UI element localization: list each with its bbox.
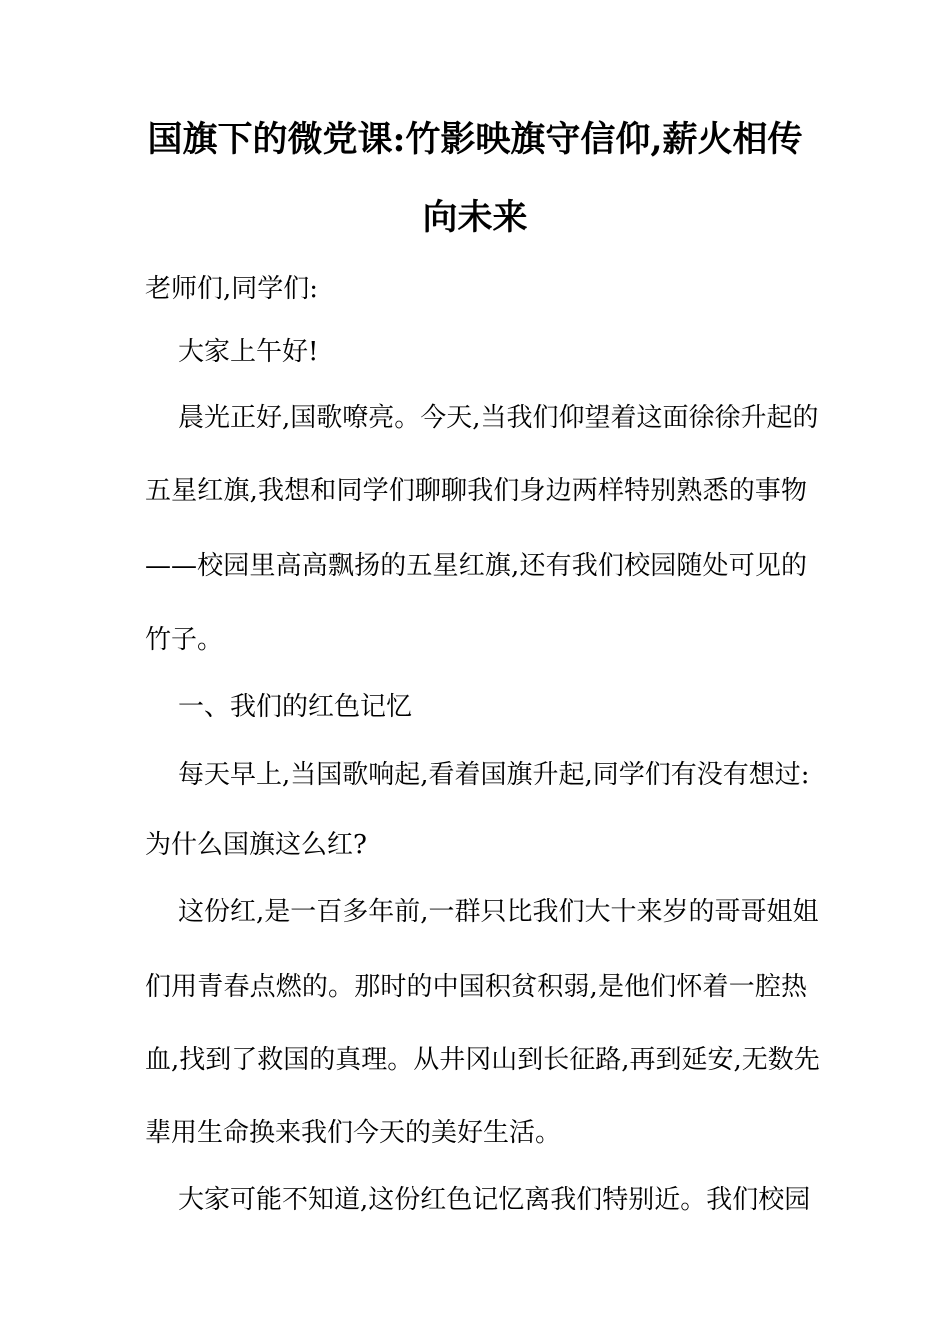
body-line: 五星红旗,我想和同学们聊聊我们身边两样特别熟悉的事物 xyxy=(145,476,807,506)
salutation: 老师们,同学们: xyxy=(145,274,319,304)
body-line: 为什么国旗这么红? xyxy=(145,830,367,860)
body-line: 血,找到了救国的真理。从井冈山到长征路,再到延安,无数先 xyxy=(145,1045,820,1075)
body-line: 竹子。 xyxy=(145,625,224,655)
document-title-line-1: 国旗下的微党课:竹影映旗守信仰,薪火相传 xyxy=(147,119,803,160)
body-line: 这份红,是一百多年前,一群只比我们大十来岁的哥哥姐姐 xyxy=(178,897,819,927)
body-line: 大家可能不知道,这份红色记忆离我们特别近。我们校园 xyxy=(178,1185,811,1215)
section-heading: 一、我们的红色记忆 xyxy=(178,692,413,722)
body-line: 每天早上,当国歌响起,看着国旗升起,同学们有没有想过: xyxy=(178,760,810,790)
document-title-line-2: 向未来 xyxy=(422,197,528,238)
body-line: 们用青春点燃的。那时的中国积贫积弱,是他们怀着一腔热 xyxy=(145,972,807,1002)
body-line: 晨光正好,国歌嘹亮。今天,当我们仰望着这面徐徐升起的 xyxy=(178,403,819,433)
body-line: ——校园里高高飘扬的五星红旗,还有我们校园随处可见的 xyxy=(145,551,807,581)
greeting: 大家上午好! xyxy=(178,337,319,367)
body-line: 辈用生命换来我们今天的美好生活。 xyxy=(145,1118,562,1148)
